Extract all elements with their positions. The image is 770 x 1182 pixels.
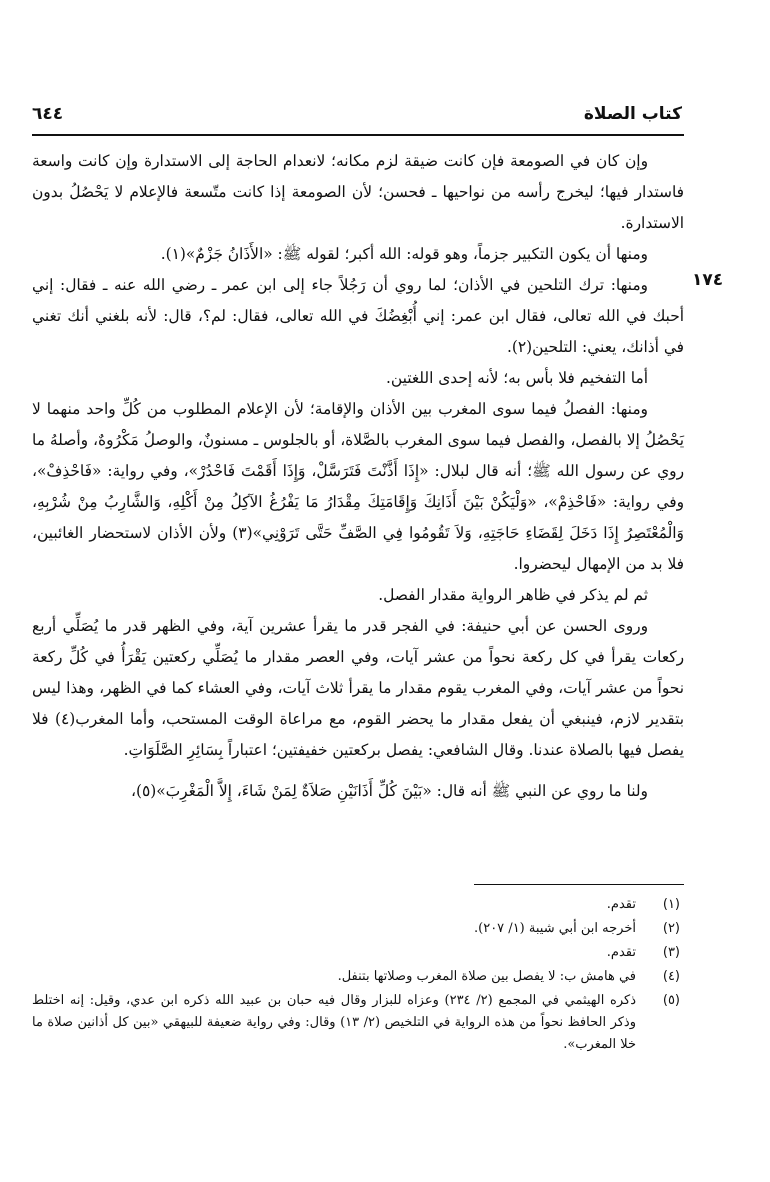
footnote-number: (٣) (662, 945, 680, 960)
footnote-separator (474, 884, 684, 885)
header-rule (32, 134, 684, 136)
page-header (32, 104, 682, 134)
paragraph: ومنها: الفصلُ فيما سوى المغرب بين الأذان والإقامة؛ لأن الإعلام المطلوب من كُلِّ واحد منهما لا يَحْصُلُ إلا بالفصل، والفصل فيما سوى المغرب بالصَّلاة، أو بالجلوس ـ مسنونٌ، والوصلُ مَكْرُوهٌ، وأصلهُ ما روي عن رسول الله ﷺ؛ أنه قال لبلال: «إِذَا أَذَّنْتَ فَتَرَسَّلْ، وَإِذَا أَقَمْتَ فَاحْدُرْ»، وفي رواية: «فَاحْذِفْ»، وفي رواية: «فَاحْذِمْ»، «وَلْيَكُنْ بَيْنَ أَذَانِكَ وَإِقَامَتِكَ مِقْدَارُ مَا يَفْرُغُ الآكِلُ مِنْ أَكْلِهِ، وَالشَّارِبُ مِنْ شُرْبِهِ، وَالْمُعْتَصِرُ إِذَا دَخَلَ لِقَضَاءِ حَاجَتِهِ، وَلاَ تَقُومُوا فِي الصَّفِّ حَتَّى تَرَوْنِي»(٣) ولأن الأذان لاستحضار الغائبين، فلا بد من الإمهال ليحضروا. (32, 400, 684, 573)
paragraph: ومنها: ترك التلحين في الأذان؛ لما روي أن رَجُلاً جاء إلى ابن عمر ـ رضي الله عنه ـ فقال: إني أحبك في الله تعالى، فقال ابن عمر: إني أُبْغِضُكَ في الله تعالى، فقال: لم؟، قال: لأنه بلغني أنك تغني في أذانك، يعني: التلحين(٢). (32, 276, 684, 356)
margin-reference-number: ١٧٤ (692, 270, 724, 290)
footnote (32, 892, 684, 916)
footnote (32, 988, 684, 1056)
footnote-text: ذكره الهيثمي في المجمع (٢/ ٢٣٤) وعزاه للبزار وقال فيه حبان بن عبيد الله ذكره ابن عدي، وقيل: إنه اختلط وذكر الحافظ نحواً من هذه الرواية في التلخيص (٢/ ١٣) وقال: وفي رواية ضعيفة للبيهقي «بين كل أذانين صلاة ما خلا المغرب». (32, 993, 636, 1052)
footnote-number: (١) (662, 897, 680, 912)
footnote (32, 964, 684, 988)
paragraph: وإن كان في الصومعة فإن كانت ضيقة لزم مكانه؛ لانعدام الحاجة إلى الاستدارة وإن كانت واسعة فاستدار فيها؛ ليخرج رأسه من نواحيها ـ فحسن؛ لأن الصومعة إذا كانت متّسعة فالإعلام لا يَحْصُلُ بدون الاستدارة. (32, 152, 684, 232)
paragraph: ومنها أن يكون التكبير جزماً، وهو قوله: الله أكبر؛ لقوله ﷺ: «الأَذَانُ جَزْمٌ»(١). (160, 245, 648, 263)
footnote-number: (٥) (662, 993, 680, 1008)
footnote-text: في هامش ب: لا يفصل بين صلاة المغرب وصلاتها بتنفل. (337, 969, 636, 984)
footnote-number: (٢) (662, 921, 680, 936)
page-number: ٦٤٤ (32, 104, 64, 124)
footnote-text: أخرجه ابن أبي شيبة (١/ ٢٠٧). (474, 921, 636, 936)
footnotes (32, 892, 684, 1056)
footnote-text: تقدم. (606, 897, 636, 912)
footnote-number: (٤) (662, 969, 680, 984)
chapter-title: كتاب الصلاة (583, 104, 682, 124)
paragraph: ثم لم يذكر في ظاهر الرواية مقدار الفصل. (378, 586, 648, 604)
paragraph: أما التفخيم فلا بأس به؛ لأنه إحدى اللغتين. (385, 369, 648, 387)
paragraph: وروى الحسن عن أبي حنيفة: في الفجر قدر ما يقرأ عشرين آية، وفي الظهر قدر ما يُصَلِّي أربع ركعات يقرأ في كل ركعة نحواً من عشر آيات، وفي العصر مقدار ما يُصَلِّي ركعتين يَقْرَأُ في كُلِّ ركعة نحواً من عشر آيات، وفي المغرب يقوم مقدار ما يقرأ ثلاث آيات، وفي العشاء كما في الظهر، وهذا ليس بتقدير لازم، فينبغي أن يفعل مقدار ما يحضر القوم، مع مراعاة الوقت المستحب، وأما المغرب(٤) فلا يفصل فيها بالصلاة عندنا. وقال الشافعي: يفصل بركعتين خفيفتين؛ اعتباراً بِسَائِرِ الصَّلَوَاتِ. (32, 617, 685, 759)
footnote-text: تقدم. (606, 945, 636, 960)
paragraph: ولنا ما روي عن النبي ﷺ أنه قال: «بَيْنَ كُلِّ أَذَانَيْنِ صَلاَةٌ لِمَنْ شَاءَ، إِلاَّ الْمَغْرِبَ»(٥)، (131, 782, 648, 800)
footnote (32, 940, 684, 964)
footnote (32, 916, 684, 940)
main-text (32, 146, 684, 807)
